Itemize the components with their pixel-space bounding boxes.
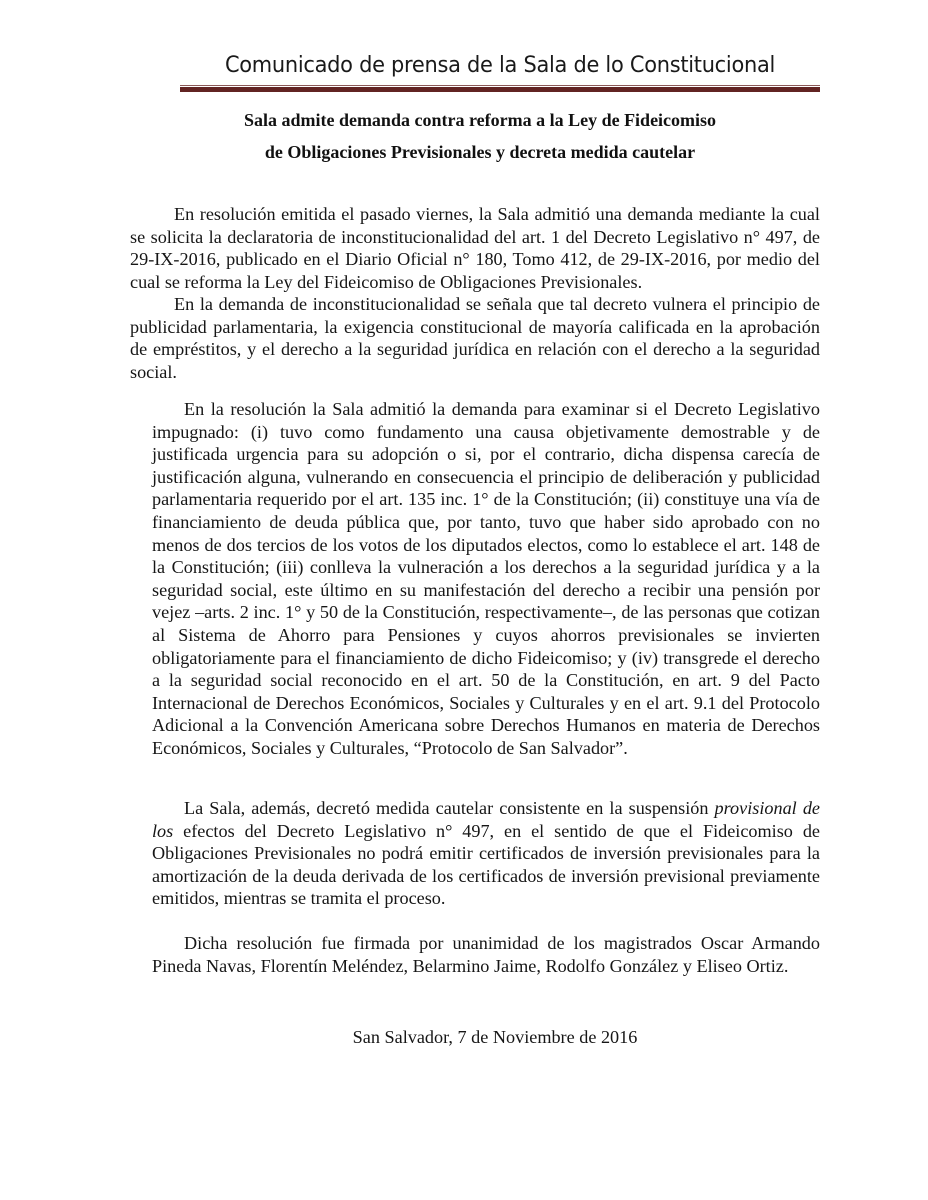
paragraph-precautionary-measure-rest: efectos del Decreto Legislativo n° 497, en el sentido de que el Fideicomiso de Obligaciones Previsionales no podrá emitir certificados de inversión previsionales para la amortización de la deuda derivada de los certificados de inversión previsional previamente emitidos, mientras se tramita el proceso. <box>152 820 820 909</box>
paragraph-admission <box>130 203 820 293</box>
headline-line-2: de Obligaciones Previsionales y decreta medida cautelar <box>264 142 696 162</box>
paragraph-claims <box>130 293 820 383</box>
paragraph-claims-text: En la demanda de inconstitucionalidad se señala que tal decreto vulnera el principio de publicidad parlamentaria, la exigencia constitucional de mayoría calificada en la aprobación de empréstitos, y el derecho a la seguridad jurídica en relación con el derecho a la seguridad social. <box>130 294 820 382</box>
paragraph-examination-points-text: En la resolución la Sala admitió la demanda para examinar si el Decreto Legislativo impugnado: (i) tuvo como fundamento una causa objetivamente demostrable y de justificada urgencia para su adopción o si, por el contrario, dicha dispensa carecía de justificación alguna, vulnerando en consecuencia el principio de deliberación y publicidad parlamentaria requerido por el art. 135 inc. 1° de la Constitución; (ii) constituye una vía de financiamiento de deuda pública que, por tanto, tuvo que haber sido aprobado con no menos de dos tercios de los votos de los diputados electos, como lo establece el art. 148 de la Constitución; (iii) conlleva la vulneración a los derechos a la seguridad jurídica y a la seguridad social, este último en su manifestación del derecho a recibir una pensión por vejez –arts. 2 inc. 1° y 50 de la Constitución, respectivamente–, de las personas que cotizan al Sistema de Ahorro para Pensiones y cuyos ahorros previsionales se invierten obligatoriamente para el financiamiento de dicho Fideicomiso; y (iv) transgrede el derecho a la seguridad social reconocido en el art. 50 de la Constitución, en art. 9 del Pacto Internacional de Derechos Económicos, Sociales y Culturales y en el art. 9.1 del Protocolo Adicional a la Convención Americana sobre Derechos Humanos en materia de Derechos Económicos, Sociales y Culturales, “Protocolo de San Salvador”. <box>152 399 820 758</box>
paragraph-signatories <box>152 932 820 977</box>
paragraph-precautionary-measure-lead: La Sala, además, decretó medida cautelar consistente en la suspensión <box>184 798 715 818</box>
headline-line-1: Sala admite demanda contra reforma a la Ley de Fideicomiso <box>243 110 717 130</box>
header-divider <box>180 85 820 92</box>
paragraph-admission-text: En resolución emitida el pasado viernes, la Sala admitió una demanda mediante la cual se solicita la declaratoria de inconstitucionalidad del art. 1 del Decreto Legislativo n° 497, de 29-IX-2016, publicado en el Diario Oficial n° 180, Tomo 412, de 29-IX-2016, por medio del cual se reforma la Ley del Fideicomiso de Obligaciones Previsionales. <box>130 204 820 292</box>
header-divider-thick-line <box>180 87 820 92</box>
document-header-title: Comunicado de prensa de la Sala de lo Constitucional <box>224 52 776 78</box>
header-divider-thin-line <box>180 85 820 86</box>
paragraph-precautionary-measure-italic: provisional de los <box>152 798 820 841</box>
paragraph-precautionary-measure-text <box>152 797 820 910</box>
paragraph-precautionary-measure <box>152 797 820 910</box>
paragraph-signatories-text: Dicha resolución fue firmada por unanimidad de los magistrados Oscar Armando Pineda Navas, Florentín Meléndez, Belarmino Jaime, Rodolfo González y Eliseo Ortiz. <box>152 933 820 976</box>
paragraph-examination-points <box>152 398 820 760</box>
place-and-date: San Salvador, 7 de Noviembre de 2016 <box>352 1027 638 1047</box>
